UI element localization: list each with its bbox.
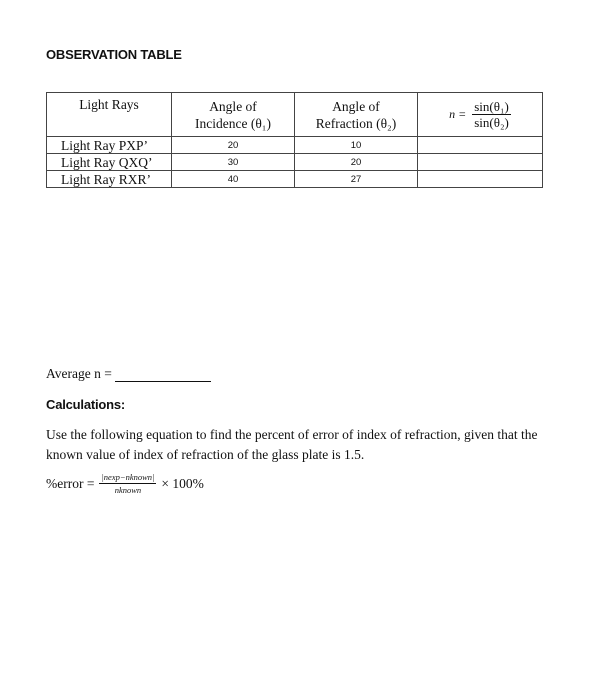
header-angle-refraction [295,93,418,137]
header-n-formula [418,93,543,137]
cell-incidence: 40 [172,171,295,188]
header-incidence-line2: Incidence (θ₁) [194,115,271,131]
cell-incidence: 30 [172,154,295,171]
cell-n [418,154,543,171]
cell-refraction: 20 [295,154,418,171]
error-formula-numerator: |nexp−nknown| [101,472,155,482]
cell-incidence: 20 [172,137,295,154]
average-n-line [46,366,211,382]
formula-fraction [472,99,511,130]
header-refraction-line1: Angle of [332,98,380,114]
percent-error-formula [46,472,204,496]
average-n-blank [115,369,211,382]
observation-table-heading: OBSERVATION TABLE [46,47,182,62]
header-incidence-line1: Angle of [209,98,257,114]
table-header-row [47,93,543,137]
instruction-paragraph: Use the following equation to find the percent of error of index of refraction, given that the known value of index of refraction of the glass plate is 1.5. [46,427,538,462]
average-n-label: Average n = [46,366,112,381]
table-row [47,171,543,188]
table-row [47,154,543,171]
error-formula-lhs: %error = [46,476,95,491]
cell-refraction: 27 [295,171,418,188]
cell-ray: Light Ray QXQ’ [47,154,172,171]
error-formula-fraction [99,472,156,496]
cell-refraction: 10 [295,137,418,154]
calculations-heading: Calculations: [46,397,126,412]
formula-numerator: sin(θ₁) [474,99,509,114]
observation-table [46,92,543,188]
formula-lhs: n = [449,107,467,121]
formula-denominator: sin(θ₂) [474,115,509,130]
cell-ray: Light Ray RXR’ [47,171,172,188]
header-light-rays: Light Rays [47,93,172,137]
error-formula-rhs: × 100% [161,476,204,491]
cell-n [418,137,543,154]
error-formula-denominator: nknown [114,485,142,495]
table-row [47,137,543,154]
header-refraction-line2: Refraction (θ₂) [315,115,397,131]
header-angle-incidence [172,93,295,137]
cell-n [418,171,543,188]
cell-ray: Light Ray PXP’ [47,137,172,154]
